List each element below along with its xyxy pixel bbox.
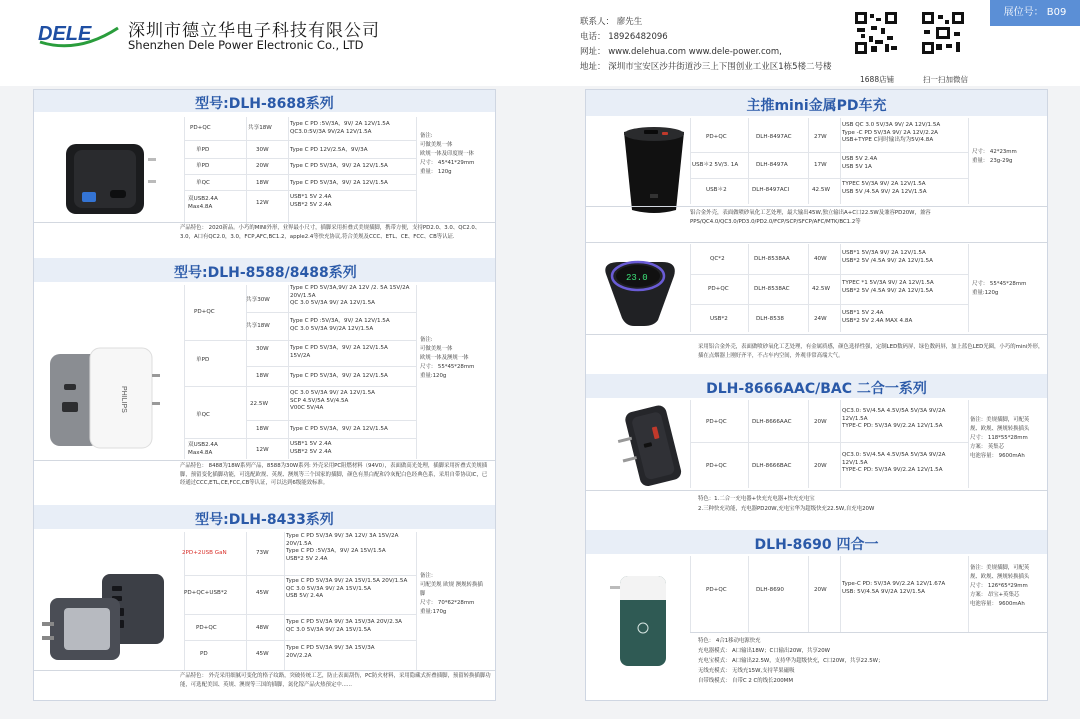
power-bank-8666-photo [612,402,692,488]
spec-port: PD [200,651,208,657]
table-divider [748,118,749,204]
product-notes: 备注: 可做美规一体 欧规一体及澳规一体 尺寸： 55*45*28mm 重量:120g [420,337,475,379]
product-feature: 产品特色： 外壳采用细腻可变化的格子纹路，突破传统工艺，防止表面刮伤，PC防火材料，采用隐藏式折叠插脚，预留转换插脚功能，可选配美国、英规、澳规等三国的插脚，氮化镓产品火热预定中...... [180,673,491,688]
spec-power: 45W [256,590,269,596]
spec-port: PD+QC [196,625,217,631]
spec-desc: Type C PD 5V/3A 9V/ 3A 12V/ 3A 15V/2A 20V/1.5A Type C PD :5V/3A，9V/ 2A 15V/1.5A USB*2 5V 2.4A [286,533,399,562]
section-divider [586,242,1048,243]
spec-port: USB＊2 5V/3. 1A [692,162,739,168]
table-divider [690,244,691,332]
product-notes: 备注： 可配美规 欧规 澳规转换插 脚 尺寸： 70*62*28mm 重量:170g [420,573,483,615]
spec-model: DLH-8666AAC [752,419,792,425]
table-divider [690,118,691,204]
product-notes: 尺寸： 42*23mm 重量： 23g-29g [972,149,1017,164]
led-display-reading: 23.0 [626,273,648,283]
spec-port: USB*2 [710,316,728,322]
table-divider [184,117,185,227]
company-name-cn: 深圳市德立华电子科技有限公司 [128,21,380,41]
charter-8688-photo [52,134,162,226]
spec-port: 单PD [196,163,210,169]
table-divider [246,532,247,670]
spec-desc: Type C PD 5V/3A，9V/ 2A 12V/1.5A [290,373,388,379]
spec-power: 20W [814,587,827,593]
wechat-qr-code-icon [922,12,964,54]
spec-port: 单QC [196,412,210,418]
spec-power: 共享18W [246,323,270,329]
charger-8433-photo [42,568,170,668]
booth-badge: 展位号： B09 [990,0,1080,26]
product-feature: 特色：1.二合一充电器+快充充电器+快充充电宝 2.三种快充功能，充电器PD20W,充电宝华为超级快充22.5W,自充电20W [698,496,875,512]
table-divider [246,117,247,227]
product-notes: 备注：美规插脚，可配英 规、欧规、澳规转换插头 尺寸： 118*55*28mm 方案： 英集芯 电池容量： 9600mAh [970,417,1030,459]
spec-power: 20W [256,163,269,169]
spec-port: PD+QC [706,419,727,425]
table-divider [840,400,841,488]
product-feature: 特色： 4合1移动电源快充 充电器模式： A口输出18W；C口输出20W，共享20W 充电宝模式： A口输出22.5W，支持华为超级快充，C口20W，共享22.5W； 无线充模式： 无线充15W,支持苹果磁吸 自带线模式： 自带C 2 C的线长200MM [698,638,884,684]
spec-port: PD+QC+USB*2 [184,590,228,596]
spec-desc: TYPEC 5V/3A 9V/ 2A 12V/1.5A USB 5V /4.5A 9V/ 2A 12V/1.5A [842,181,927,195]
spec-power: 18W [256,426,269,432]
spec-desc: Type C PD 5V/3A,9V/ 2A 12V /2. 5A 15V/2A 20V/1.5A QC 3.0 5V/3A 9V/ 2A 12V/1.5A [290,285,410,307]
spec-port: USB＊2 [706,187,727,193]
row-divider [246,312,416,313]
contact-phone: 电话： 18926482096 [580,32,668,42]
spec-power: 12W [256,200,269,206]
spec-model: DLH-8538 [756,316,784,322]
table-divider [288,117,289,227]
spec-power: 42.5W [812,286,830,292]
product-feature: 铝合金外壳，表面做喷砂氧化工艺处理，最大输出45W,独立输出A+C口22.5W及兼容PD20W，兼容PPS/QC4.0/QC3.0/PD3.0/PD2.0/FCP/SCP/SFCP/AFC/MTK/BC1.2等 [690,210,931,225]
table-divider [690,556,691,632]
row-divider [184,438,416,439]
section-title-8690: DLH-8690 四合一 [754,537,879,553]
spec-desc: USB*1 5V 2.4A USB*2 5V 2.4A [290,441,332,455]
brand-label: PHILIPS [120,386,127,413]
spec-desc: Type C PD 5V/3A，9V/ 2A 12V/1.5A [290,180,388,186]
spec-power: 45W [256,651,269,657]
spec-port: 2PD+2USB GaN [182,550,227,556]
spec-port: PD+QC [708,286,729,292]
table-divider [748,556,749,632]
qr-code-icon [855,12,897,54]
company-name-en: Shenzhen Dele Power Electronic Co., LTD [128,38,364,52]
spec-port: PD+QC [706,587,727,593]
product-notes: 备注：美规插脚，可配英 规、欧规、澳规转换插头 尺寸： 126*65*29mm 方案： 昂宝+英集芯 电池容量： 9600mAh [970,565,1030,607]
row-divider [184,614,416,615]
spec-power: 48W [256,625,269,631]
table-divider [284,532,285,670]
section-title-8588: 型号:DLH-8588/8488系列 [174,265,357,281]
page-header [0,0,1080,86]
contact-person: 联系人： 廖先生 [580,17,643,27]
row-divider [690,152,968,153]
spec-power: 17W [814,162,827,168]
row-divider [184,158,416,159]
spec-power: 共享30W [246,297,270,303]
car-charger-8538-photo [598,258,688,328]
spec-model: DLH-8538AC [754,286,790,292]
table-divider [808,400,809,488]
spec-port: QC*2 [710,256,725,262]
spec-desc: Type C PD :5V/3A，9V/ 2A 12V/1.5A QC3.0:5V/3A 9V/2A 12V/1.5A [290,121,390,135]
spec-model: DLH-8538AA [754,256,790,262]
row-divider [246,366,416,367]
section-divider [34,670,496,671]
table-divider [840,118,841,204]
section-title-8433: 型号:DLH-8433系列 [195,512,334,528]
spec-power: 40W [814,256,827,262]
row-divider [184,575,416,576]
spec-desc: Type C PD 5V/3A 9V/ 2A 15V/1.5A 20V/1.5A QC 3.0 5V/3A 9V/ 2A 15V/1.5A USB 5V/ 2.4A [286,578,408,600]
section-divider [586,334,1048,335]
right-catalog-page [585,89,1048,701]
table-divider [808,556,809,632]
spec-desc: Type C PD 5V/3A，9V/ 2A 12V/1.5A [290,163,388,169]
section-title-car-charger: 主推mini金属PD车充 [746,98,887,114]
spec-desc: Type C PD :5V/3A，9V/ 2A 12V/1.5A QC 3.0 5V/3A 9V/2A 12V/1.5A [290,318,390,332]
product-feature: 产品特色： 8488为18W系列产品，8588为30W系列: 外壳采用PC阻燃材料（94V0），表面做高光处理，插脚采用折叠式美规插脚，预留变化插脚功能，可选配欧规、英规、澳规等三个国家的插脚，颜色有黑白配和冷灰配白色经典色系，采用自带协议IC，已经通过CCC,ETL,CE,FCC,CB等认证，可以达到6级能效标准。 [180,463,488,486]
contact-block [580,15,832,75]
table-divider [968,556,969,632]
spec-port: 双USB2.4A Max4.8A [188,196,218,210]
spec-port: 单QC [196,180,210,186]
spec-model: DLH-8497ACI [752,187,790,193]
section-divider [586,206,1048,207]
spec-power: 30W [256,147,269,153]
table-divider [808,118,809,204]
table-divider [184,285,185,459]
spec-power: 20W [814,463,827,469]
power-bank-8690-photo [606,572,676,670]
row-divider [690,274,968,275]
spec-power: 30W [256,346,269,352]
spec-desc: QC 3.0 5V/3A 9V/ 2A 12V/1.5A SCP 4.5V/5A 5V/4.5A V00C 5V/4A [290,390,375,412]
row-divider [184,174,416,175]
table-divider [416,532,417,670]
row-divider [690,304,968,305]
spec-desc: QC3.0: 5V/4.5A 4.5V/5A 5V/3A 9V/2A 12V/1.5A TYPE-C PD: 5V/3A 9V/2.2A 12V/1.5A [842,452,946,474]
spec-desc: Type C PD 5V/3A 9V/ 3A 15V/3A 20V/2.2A [286,645,375,659]
section-divider [586,490,1048,491]
spec-power: 42.5W [812,187,830,193]
table-divider [968,244,969,332]
spec-desc: USB 5V 2.4A USB 5V 1A [842,156,878,170]
spec-power: 27W [814,134,827,140]
table-divider [748,244,749,332]
section-divider [690,632,1048,633]
section-title-8688: 型号:DLH-8688系列 [195,96,334,112]
table-divider [748,400,749,488]
car-charger-8497-photo [614,124,694,214]
spec-desc: USB QC 3.0 5V/3A 9V/ 2A 12V/1.5A Type -C PD 5V/3A 9V/ 2A 12V/2.2A USB+TYPE C同时输出均为5V/4.8A [842,122,941,144]
spec-port: PD+QC [194,309,215,315]
spec-desc: USB*1 5V 2.4A USB*2 5V 2.4A MAX 4.8A [842,310,913,324]
row-divider [184,190,416,191]
spec-power: 18W [256,180,269,186]
spec-desc: Type C PD 12V/2.5A，9V/3A [290,147,368,153]
row-divider [690,442,968,443]
spec-model: DLH-8690 [756,587,784,593]
spec-port: PD+QC [190,125,211,131]
table-divider [416,285,417,459]
table-divider [808,244,809,332]
section-divider [34,222,496,223]
spec-desc: USB*1 5V/3A 9V/ 2A 12V/1.5A USB*2 5V /4.5A 9V/ 2A 12V/1.5A [842,250,933,264]
product-feature: 采用铝合金外壳，表面做喷砂氧化工艺处理，有金属质感，颜色选择性强，定制LED数码屏，绿色数码屏，加上蓝色LED光圈，小巧的mini外形，插在点烟器上刚好齐平，不占车内空间，外观非常高端大气。 [698,344,1044,359]
spec-model: DLH-8666BAC [752,463,792,469]
spec-desc: QC3.0: 5V/4.5A 4.5V/5A 5V/3A 9V/2A 12V/1.5A TYPE-C PD: 5V/3A 9V/2.2A 12V/1.5A [842,408,946,430]
product-feature: 产品特色： 2020新品。小巧的MINI外形，业界最小尺寸，插脚采用折叠式美规插脚，携带方便，支持PD2.0、3.0、QC2.0、3.0，A口有QC2.0，3.0，FCP,AFC,BC1.2，apple2.4等快充协议,符合美规及CCC、ETL、CE、FCC、CB等认证. [180,225,481,240]
table-divider [416,117,417,227]
spec-desc: USB*1 5V 2.4A USB*2 5V 2.4A [290,194,332,208]
row-divider [184,340,416,341]
dele-logo [36,18,120,52]
spec-power: 20W [814,419,827,425]
spec-power: 18W [256,373,269,379]
spec-power: 22.5W [250,401,268,407]
spec-desc: Type C PD 5V/3A 9V/ 3A 15V/3A 20V/2.3A QC 3.0 5V/3A 9V/ 2A 15V/1.5A [286,619,402,633]
product-notes: 尺寸： 55*45*28mm 重量:120g [972,281,1027,296]
table-divider [690,400,691,488]
qr-label-wechat: 扫一扫加微信 [923,75,968,84]
spec-desc: Type C PD 5V/3A，9V/ 2A 12V/1.5A [290,426,388,432]
spec-power: 共享18W [248,125,272,131]
qr-label-1688: 1688店铺 [860,75,895,84]
spec-desc: Type-C PD: 5V/3A 9V/2.2A 12V/1.67A USB: 5V/4.5A 9V/2A 12V/1.5A [842,581,946,595]
row-divider [690,178,968,179]
row-divider [184,140,416,141]
spec-port: PD+QC [706,134,727,140]
logo-text: DELE [38,23,92,45]
spec-model: DLH-8497AC [756,134,792,140]
spec-power: 12W [256,447,269,453]
charger-8588-photo [44,338,164,453]
section-title-8666: DLH-8666AAC/BAC 二合一系列 [706,381,927,397]
spec-desc: Type C PD 5V/3A，9V/ 2A 12V/1.5A 15V/2A [290,345,388,359]
table-divider [968,118,969,204]
row-divider [184,386,416,387]
spec-port: PD+QC [706,463,727,469]
section-divider [34,460,496,461]
product-notes: 备注: 可做美规一体 欧规一体及印度规一体 尺寸： 45*41*29mm 重量： 120g [420,133,475,175]
row-divider [246,420,416,421]
spec-desc: TYPEC *1 5V/3A 9V/ 2A 12V/1.5A USB*2 5V /4.5A 9V/ 2A 12V/1.5A [842,280,934,294]
spec-power: 73W [256,550,269,556]
contact-address: 地址： 深圳市宝安区沙井街道沙三上下围创业工业区1栋5楼二号楼 [580,62,832,72]
spec-port: 双USB2.4A Max4.8A [188,442,218,456]
spec-power: 24W [814,316,827,322]
spec-model: DLH-8497A [756,162,788,168]
left-catalog-page [33,89,496,701]
table-divider [840,244,841,332]
table-divider [968,400,969,488]
spec-port: 单PD [196,357,210,363]
table-divider [840,556,841,632]
contact-website: 网址： www.delehua.com www.dele-power.com, [580,47,782,57]
row-divider [184,640,416,641]
spec-port: 单PD [196,147,210,153]
